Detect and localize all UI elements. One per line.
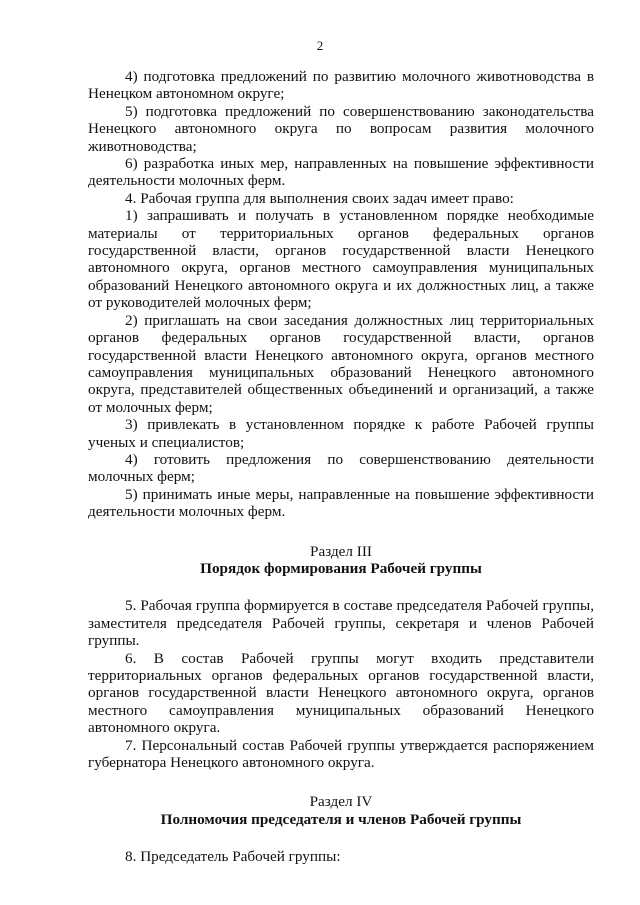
section-title: Порядок формирования Рабочей группы xyxy=(200,559,482,577)
paragraph: 6) разработка иных мер, направленных на повышение эффективности деятельности молочных ферм. xyxy=(88,155,594,190)
paragraph: 3) привлекать в установленном порядке к работе Рабочей группы ученых и специалистов; xyxy=(88,416,594,451)
document-body xyxy=(88,68,594,866)
section-label: Раздел III xyxy=(310,542,372,560)
paragraph: 4. Рабочая группа для выполнения своих задач имеет право: xyxy=(125,189,514,207)
page-number: 2 xyxy=(316,38,324,53)
paragraph: 4) подготовка предложений по развитию молочного животноводства в Ненецком автономном округе; xyxy=(88,68,594,103)
paragraph: 5) подготовка предложений по совершенствованию законодательства Ненецкого автономного округа по вопросам развития молочного животноводства; xyxy=(88,102,594,155)
paragraph: 7. Персональный состав Рабочей группы утверждается распоряжением губернатора Ненецкого автономного округа. xyxy=(88,736,594,772)
paragraph: 1) запрашивать и получать в установленном порядке необходимые материалы от территориальных органов федеральных органов государственной власти, органов государственной власти Ненецкого автономного округа, органов местного самоуправления муниципальных образований Ненецкого автономного округа и их должностных лиц, а также от руководителей молочных ферм; xyxy=(88,207,594,312)
paragraph: 6. В состав Рабочей группы могут входить представители территориальных органов федеральных органов государственной власти, органов государственной власти Ненецкого автономного округа, органов местного самоуправления муниципальных образований Ненецкого автономного округа. xyxy=(88,649,594,737)
section-label: Раздел IV xyxy=(309,793,373,811)
paragraph: 4) готовить предложения по совершенствованию деятельности молочных ферм; xyxy=(88,450,594,486)
paragraph: 5) принимать иные меры, направленные на повышение эффективности деятельности молочных ферм. xyxy=(88,485,594,521)
paragraph: 8. Председатель Рабочей группы: xyxy=(125,848,341,866)
section-title: Полномочия председателя и членов Рабочей группы xyxy=(160,810,522,828)
paragraph: 2) приглашать на свои заседания должностных лиц территориальных органов федеральных органов государственной власти, органов государственной власти Ненецкого автономного округа, органов местного самоуправления муниципальных образований Ненецкого автономного округа, представителей общественных объединений и организаций, а также от молочных ферм; xyxy=(88,311,594,416)
paragraph: 5. Рабочая группа формируется в составе председателя Рабочей группы, заместителя председателя Рабочей группы, секретаря и членов Рабочей группы. xyxy=(88,597,594,650)
